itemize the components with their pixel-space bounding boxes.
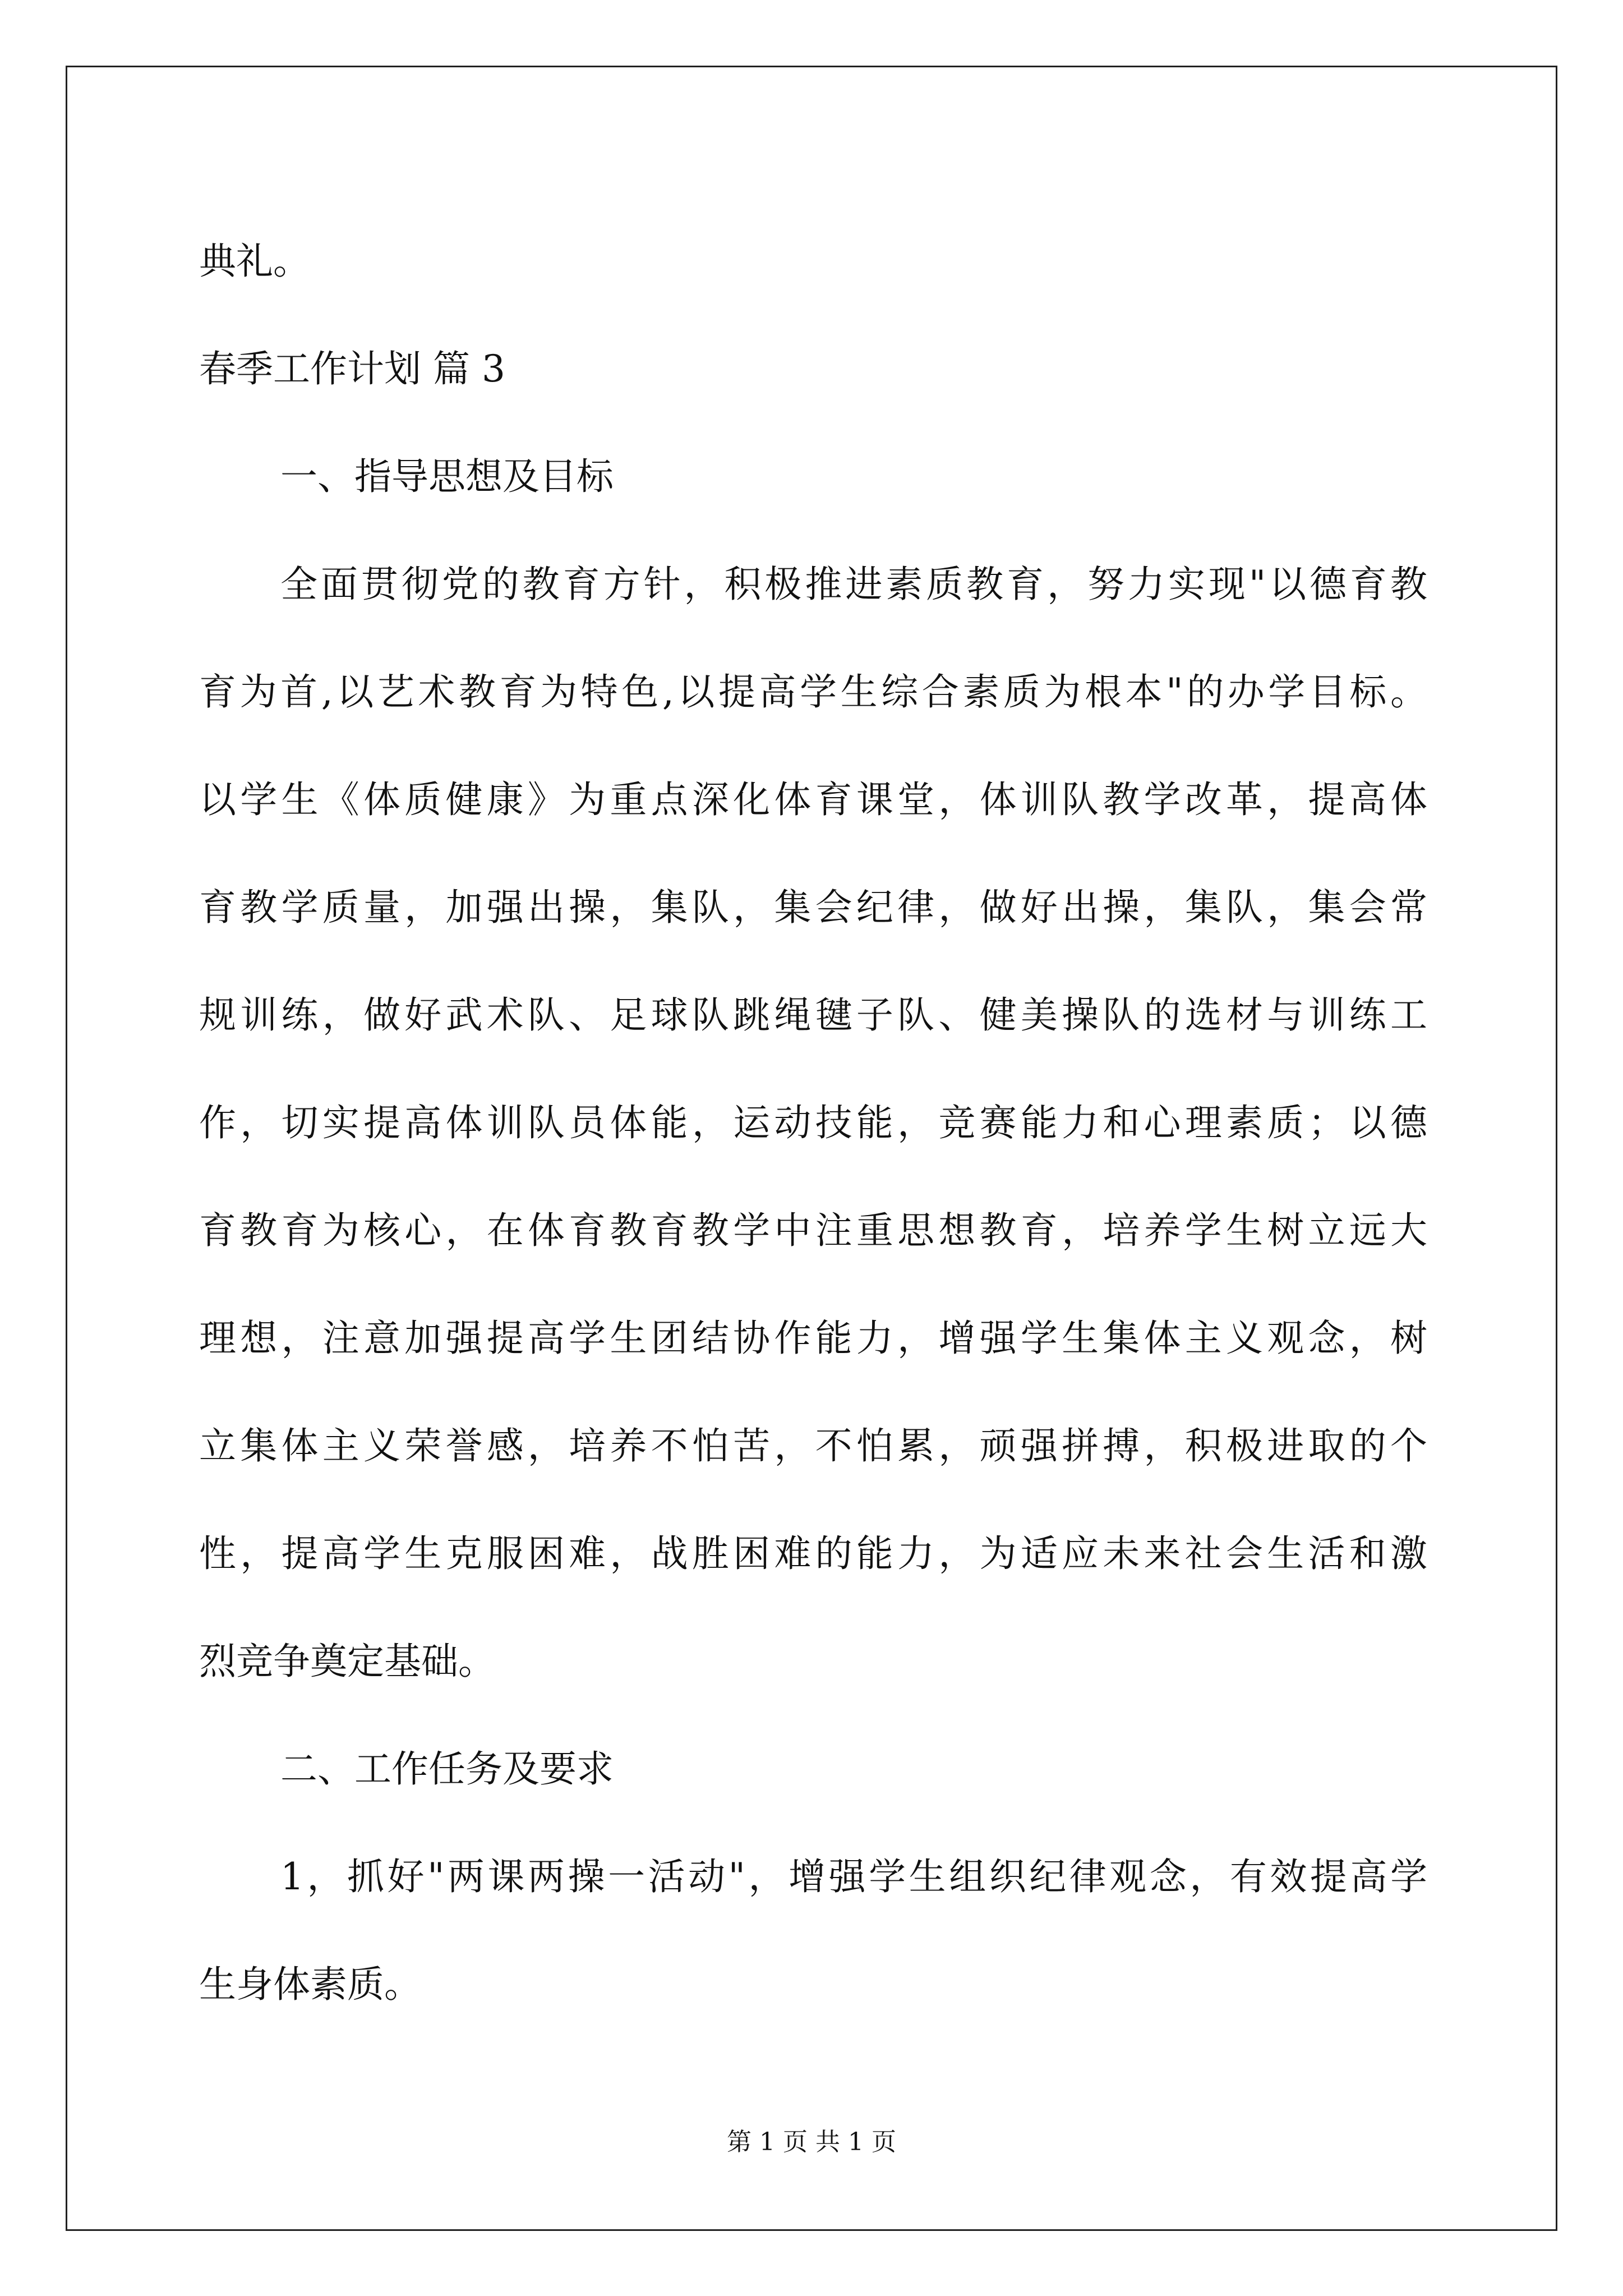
section-title: 春季工作计划 篇 3 xyxy=(199,347,505,390)
text-line-7: 育教学质量，加强出操，集队，集会纪律，做好出操，集队，集会常 xyxy=(199,886,1427,929)
text-line-8: 规训练，做好武术队、足球队跳绳毽子队、健美操队的选材与训练工 xyxy=(199,993,1427,1037)
text-line-13: 性，提高学生克服困难，战胜困难的能力，为适应未来社会生活和激 xyxy=(199,1532,1427,1575)
text-line-5: 育为首,以艺术教育为特色,以提高学生综合素质为根本"的办学目标。 xyxy=(199,670,1427,714)
page-number: 第 1 页 共 1 页 xyxy=(727,2128,896,2156)
text-line-10: 育教育为核心，在体育教育教学中注重思想教育，培养学生树立远大 xyxy=(199,1209,1427,1252)
heading-guiding-thought: 一、指导思想及目标 xyxy=(280,455,614,498)
text-line-12: 立集体主义荣誉感，培养不怕苦，不怕累，顽强拼搏，积极进取的个 xyxy=(199,1424,1427,1467)
text-line-11: 理想，注意加强提高学生团结协作能力，增强学生集体主义观念，树 xyxy=(199,1317,1427,1360)
text-line-16: 1，抓好"两课两操一活动"，增强学生组织纪律观念，有效提高学 xyxy=(280,1855,1427,1898)
text-line-4: 全面贯彻党的教育方针，积极推进素质教育，努力实现"以德育教 xyxy=(280,563,1427,606)
text-line-17: 生身体素质。 xyxy=(199,1963,421,2006)
heading-tasks: 二、工作任务及要求 xyxy=(280,1747,614,1791)
text-line-6: 以学生《体质健康》为重点深化体育课堂，体训队教学改革，提高体 xyxy=(199,778,1427,821)
text-line-1: 典礼。 xyxy=(199,240,310,283)
document-body xyxy=(199,208,1427,2039)
text-line-9: 作，切实提高体训队员体能，运动技能，竞赛能力和心理素质；以德 xyxy=(199,1101,1427,1144)
text-line-14: 烈竞争奠定基础。 xyxy=(199,1640,495,1683)
